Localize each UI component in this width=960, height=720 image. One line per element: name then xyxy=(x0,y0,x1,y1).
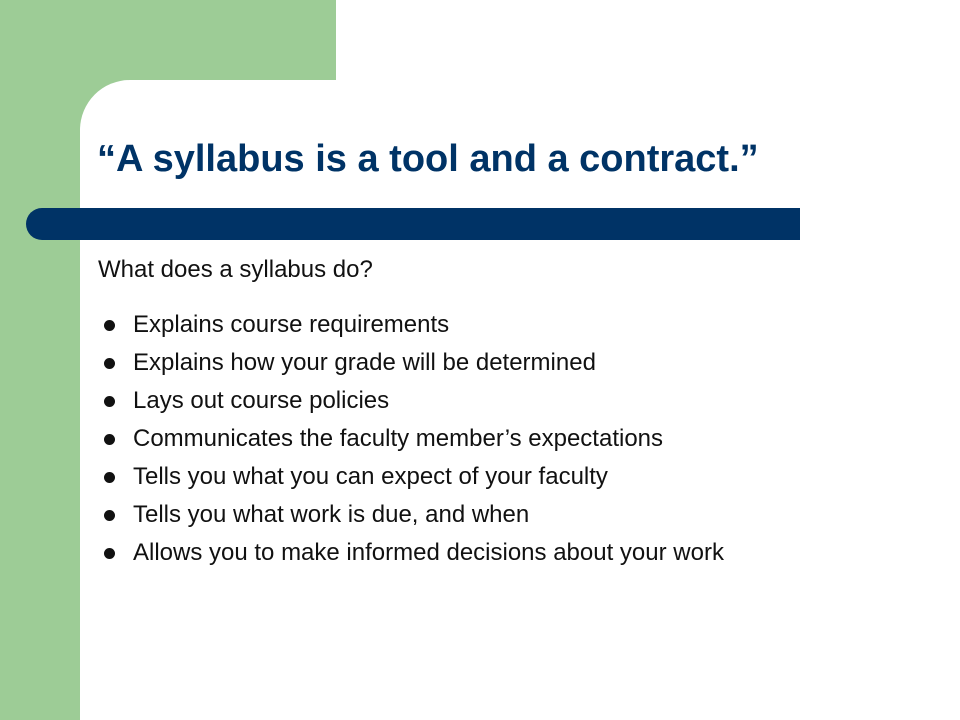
bullet-text: Allows you to make informed decisions about your work xyxy=(133,539,724,566)
bullet-text: Explains course requirements xyxy=(133,311,450,338)
list-item xyxy=(100,462,880,492)
list-item xyxy=(100,386,880,416)
bullet-icon xyxy=(104,472,115,483)
bullet-icon xyxy=(104,358,115,369)
bullet-text: Tells you what work is due, and when xyxy=(133,501,530,528)
bullet-icon xyxy=(104,548,115,559)
bullet-icon xyxy=(104,396,115,407)
bullet-text: Communicates the faculty member’s expectations xyxy=(133,425,664,452)
green-top-band xyxy=(80,0,336,80)
list-item xyxy=(100,310,880,340)
bullet-text: Lays out course policies xyxy=(133,387,390,414)
bullet-icon xyxy=(104,320,115,331)
title-underline-bar xyxy=(26,208,800,240)
list-item xyxy=(100,424,880,454)
bullet-icon xyxy=(104,434,115,445)
slide-title: “A syllabus is a tool and a contract.” xyxy=(97,138,759,180)
list-item xyxy=(100,538,880,568)
bullet-text: Explains how your grade will be determined xyxy=(133,349,596,376)
bullet-list xyxy=(100,310,880,576)
bullet-icon xyxy=(104,510,115,521)
list-item xyxy=(100,348,880,378)
lead-question: What does a syllabus do? xyxy=(98,256,373,283)
bullet-text: Tells you what you can expect of your faculty xyxy=(133,463,608,490)
green-side-band xyxy=(0,0,80,720)
list-item xyxy=(100,500,880,530)
